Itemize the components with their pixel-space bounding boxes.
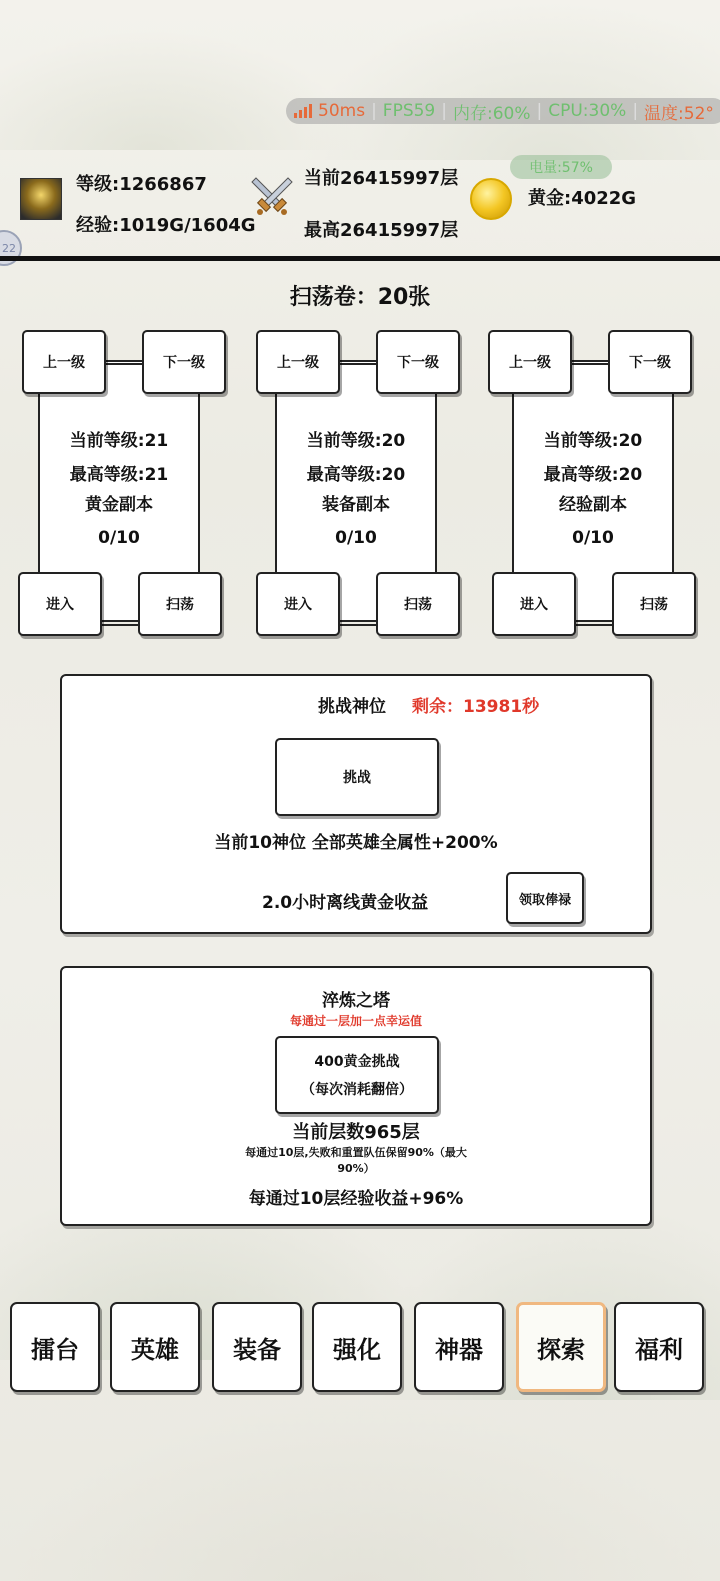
tower-hint: 每通过一层加一点幸运值 (289, 1014, 422, 1028)
header-divider (0, 256, 720, 261)
nav-welfare[interactable]: 福利 (614, 1302, 704, 1392)
exp-text: 经验:1019G/1604G (76, 215, 256, 236)
prev-level-button[interactable]: 上一级 (256, 330, 340, 394)
sweep-button[interactable]: 扫荡 (612, 572, 696, 636)
challenge-button[interactable]: 挑战 (275, 738, 439, 816)
dungeon-name: 装备副本 (322, 495, 390, 515)
dungeon-count: 0/10 (335, 528, 377, 548)
dungeon-count: 0/10 (572, 528, 614, 548)
dungeon-max-level: 最高等级:21 (69, 465, 169, 485)
god-seat-panel (60, 674, 652, 934)
god-seat-title: 挑战神位 (318, 697, 386, 717)
perf-memory: 内存:60% (452, 103, 531, 124)
background-mountain (0, 1400, 720, 1581)
tower-note-line2: 90%） (337, 1162, 375, 1175)
dungeon-name: 黄金副本 (85, 495, 153, 515)
gold-text: 黄金:4022G (528, 188, 637, 209)
gold-coin-icon (470, 178, 512, 220)
background-mountain (300, 0, 720, 160)
nav-equipment[interactable]: 装备 (212, 1302, 302, 1392)
tower-title: 淬炼之塔 (322, 991, 390, 1011)
enter-button[interactable]: 进入 (18, 572, 102, 636)
god-seat-remaining: 剩余：13981秒 (412, 697, 540, 717)
perf-cpu: CPU:30% (548, 101, 627, 121)
dungeon-current-level: 当前等级:20 (306, 431, 406, 451)
god-seat-current: 当前10神位 全部英雄全属性+200% (214, 833, 498, 853)
tower-panel (60, 966, 652, 1226)
offline-income-text: 2.0小时离线黄金收益 (262, 893, 429, 913)
signal-icon (294, 104, 312, 118)
nav-artifact[interactable]: 神器 (414, 1302, 504, 1392)
prev-level-button[interactable]: 上一级 (22, 330, 106, 394)
tower-challenge-button[interactable] (275, 1036, 439, 1114)
nav-heroes[interactable]: 英雄 (110, 1302, 200, 1392)
enter-button[interactable]: 进入 (492, 572, 576, 636)
crossed-swords-icon (250, 174, 294, 218)
dungeon-current-level: 当前等级:21 (69, 431, 169, 451)
next-level-button[interactable]: 下一级 (608, 330, 692, 394)
tower-bonus: 每通过10层经验收益+96% (248, 1189, 464, 1209)
perf-temp: 温度:52° (644, 103, 714, 124)
sweep-button[interactable]: 扫荡 (376, 572, 460, 636)
dungeon-count: 0/10 (98, 528, 140, 548)
perf-ping: 50ms (318, 101, 366, 121)
dungeon-max-level: 最高等级:20 (306, 465, 406, 485)
nav-explore[interactable]: 探索 (516, 1302, 606, 1392)
side-floating-tab[interactable]: 22 (0, 230, 22, 266)
sweep-button[interactable]: 扫荡 (138, 572, 222, 636)
tower-btn-line2: （每次消耗翻倍） (301, 1082, 413, 1098)
level-text: 等级:1266867 (76, 174, 207, 195)
hero-avatar[interactable] (20, 178, 62, 220)
tower-btn-line1: 400黄金挑战 (314, 1054, 400, 1070)
performance-overlay: 50ms | FPS59 | 内存:60% | CPU:30% | 温度:52° (286, 98, 720, 124)
next-level-button[interactable]: 下一级 (142, 330, 226, 394)
tower-note-line1: 每通过10层,失败和重置队伍保留90%（最大 (245, 1146, 467, 1159)
dungeon-max-level: 最高等级:20 (543, 465, 643, 485)
battery-pill: 电量:57% (510, 155, 612, 179)
dungeon-current-level: 当前等级:20 (543, 431, 643, 451)
dungeon-name: 经验副本 (559, 495, 627, 515)
prev-level-button[interactable]: 上一级 (488, 330, 572, 394)
max-floor-text: 最高26415997层 (304, 220, 459, 241)
claim-salary-button[interactable]: 领取俸禄 (506, 872, 584, 924)
sweep-ticket-count: 扫荡卷：20张 (289, 285, 431, 310)
tower-current-floor: 当前层数965层 (292, 1122, 420, 1143)
perf-fps: FPS59 (382, 101, 436, 121)
next-level-button[interactable]: 下一级 (376, 330, 460, 394)
nav-arena[interactable]: 擂台 (10, 1302, 100, 1392)
enter-button[interactable]: 进入 (256, 572, 340, 636)
nav-enhance[interactable]: 强化 (312, 1302, 402, 1392)
current-floor-text: 当前26415997层 (304, 168, 459, 189)
